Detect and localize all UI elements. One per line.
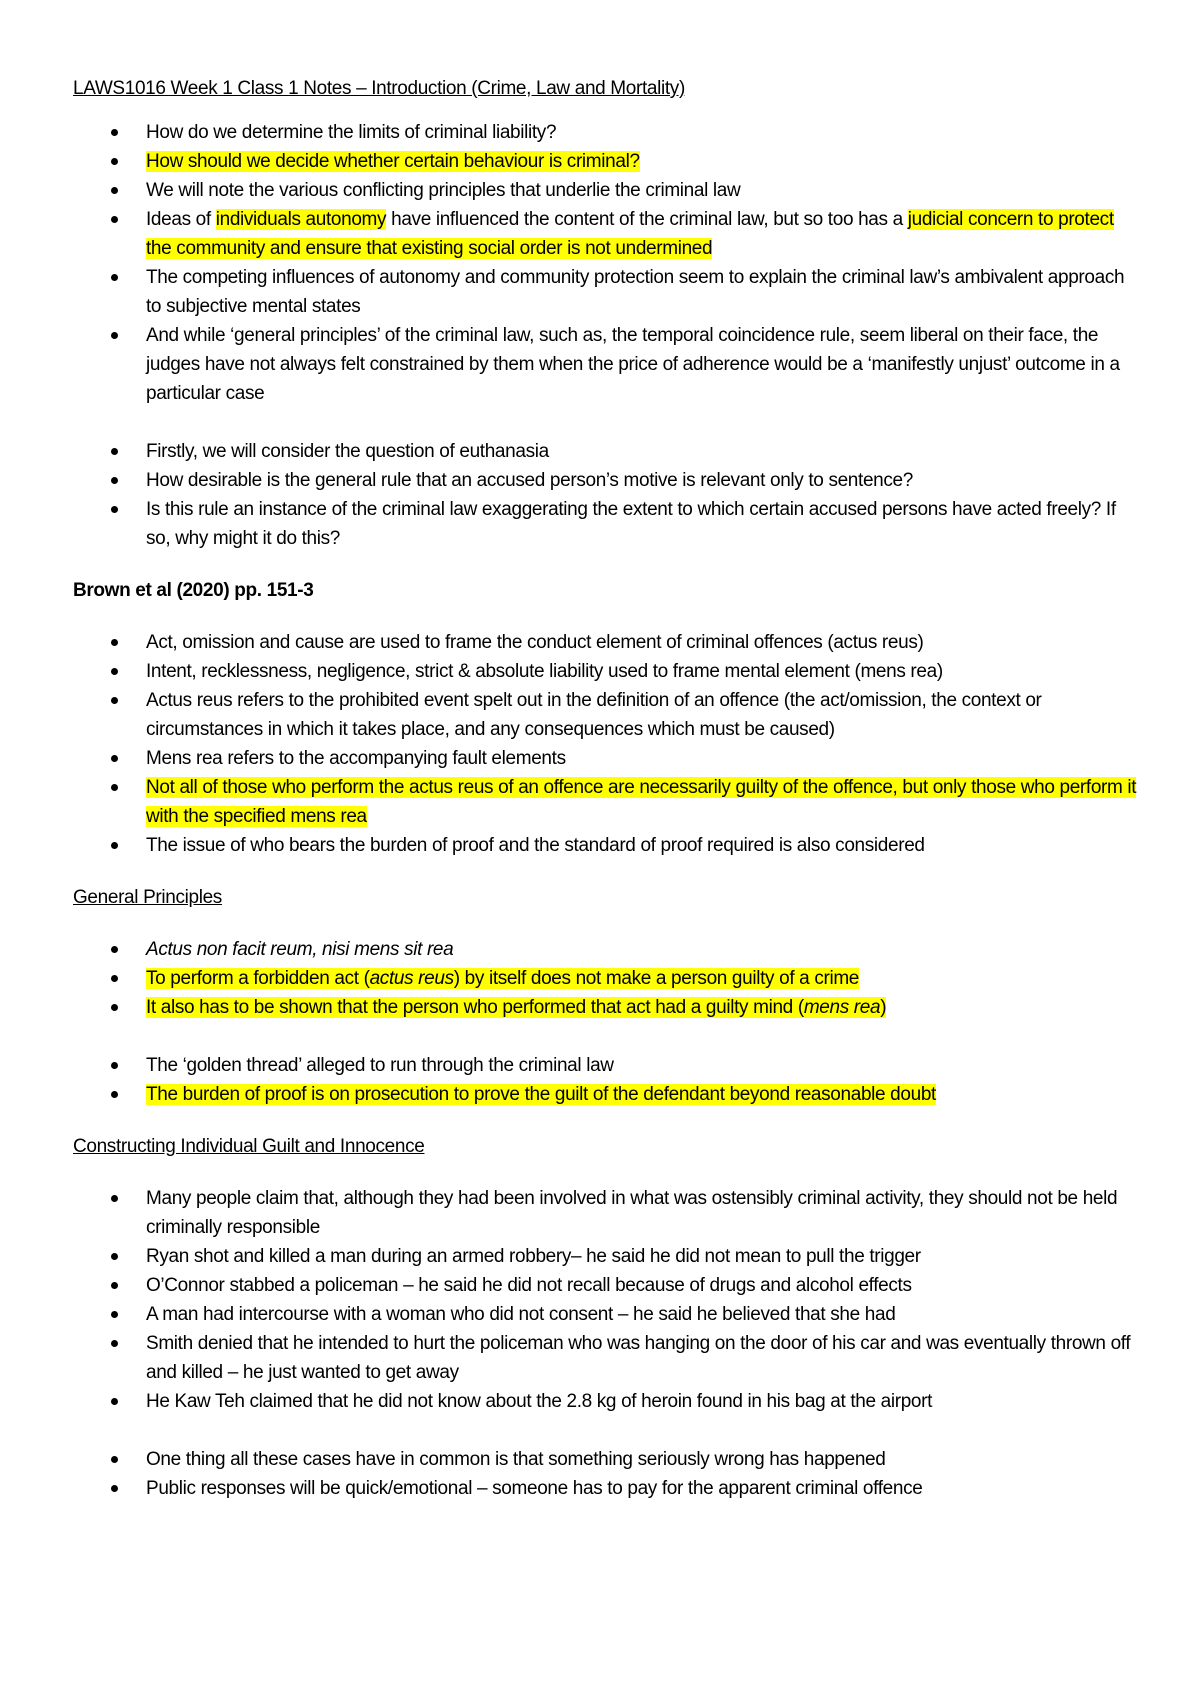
list-item	[73, 773, 1143, 831]
list-item: The issue of who bears the burden of proof and the standard of proof required is also considered	[73, 831, 1143, 860]
list-item	[73, 1080, 1143, 1109]
list-item: One thing all these cases have in common is that something seriously wrong has happened	[73, 1445, 1143, 1474]
highlighted-text: To perform a forbidden act (actus reus) by itself does not make a person guilty of a crime	[146, 968, 860, 989]
list-item: How do we determine the limits of criminal liability?	[73, 118, 1143, 147]
section-heading-general-principles: General Principles	[73, 887, 222, 908]
list-item: The competing influences of autonomy and community protection seem to explain the criminal law’s ambivalent approach to subjective mental states	[73, 263, 1143, 321]
document-page	[73, 74, 1143, 1503]
list-item: Ryan shot and killed a man during an armed robbery– he said he did not mean to pull the trigger	[73, 1242, 1143, 1271]
list-item: Smith denied that he intended to hurt the policeman who was hanging on the door of his car and was eventually thrown off and killed – he just wanted to get away	[73, 1329, 1143, 1387]
list-item: The ‘golden thread’ alleged to run through the criminal law	[73, 1051, 1143, 1080]
list-item: Intent, recklessness, negligence, strict & absolute liability used to frame mental element (mens rea)	[73, 657, 1143, 686]
highlighted-text: individuals autonomy	[215, 209, 387, 230]
list-item: And while ‘general principles’ of the criminal law, such as, the temporal coincidence rule, seem liberal on their face, the judges have not always felt constrained by them when the price of adherence would be a ‘manifestly unjust’ outcome in a particular case	[73, 321, 1143, 408]
list-item: Public responses will be quick/emotional – someone has to pay for the apparent criminal offence	[73, 1474, 1143, 1503]
list-item: How desirable is the general rule that an accused person’s motive is relevant only to sentence?	[73, 466, 1143, 495]
intro-list-1	[73, 118, 1143, 408]
list-item: Firstly, we will consider the question of euthanasia	[73, 437, 1143, 466]
highlighted-text: Not all of those who perform the actus reus of an offence are necessarily guilty of the offence, but only those who perform it with the specified mens rea	[146, 777, 1137, 827]
list-item: Mens rea refers to the accompanying fault elements	[73, 744, 1143, 773]
list-item	[73, 147, 1143, 176]
list-item: We will note the various conflicting principles that underlie the criminal law	[73, 176, 1143, 205]
general-list-2	[73, 1051, 1143, 1109]
highlighted-text: The burden of proof is on prosecution to prove the guilt of the defendant beyond reasonable doubt	[146, 1084, 936, 1105]
list-item: A man had intercourse with a woman who did not consent – he said he believed that she had	[73, 1300, 1143, 1329]
list-item: Actus non facit reum, nisi mens sit rea	[73, 935, 1143, 964]
list-item	[73, 993, 1143, 1022]
list-item: O’Connor stabbed a policeman – he said he did not recall because of drugs and alcohol effects	[73, 1271, 1143, 1300]
constructing-list-1	[73, 1184, 1143, 1416]
list-item: Ideas of individuals autonomy have influenced the content of the criminal law, but so too has a judicial concern to protect the community and ensure that existing social order is not undermined	[73, 205, 1143, 263]
highlighted-text: How should we decide whether certain behaviour is criminal?	[146, 151, 640, 172]
document-title: LAWS1016 Week 1 Class 1 Notes – Introduction (Crime, Law and Mortality)	[73, 78, 685, 99]
general-list-1	[73, 935, 1143, 1022]
section-heading-constructing: Constructing Individual Guilt and Innocence	[73, 1136, 425, 1157]
highlighted-text: judicial concern to protect the community and ensure that existing social order is not undermined	[146, 209, 1114, 259]
list-item	[73, 964, 1143, 993]
list-item: Many people claim that, although they had been involved in what was ostensibly criminal activity, they should not be held criminally responsible	[73, 1184, 1143, 1242]
highlighted-text: It also has to be shown that the person who performed that act had a guilty mind (mens rea)	[146, 997, 887, 1018]
list-item: Act, omission and cause are used to frame the conduct element of criminal offences (actus reus)	[73, 628, 1143, 657]
constructing-list-2	[73, 1445, 1143, 1503]
intro-list-2	[73, 437, 1143, 553]
section-heading-brown: Brown et al (2020) pp. 151-3	[73, 580, 314, 601]
list-item: He Kaw Teh claimed that he did not know about the 2.8 kg of heroin found in his bag at the airport	[73, 1387, 1143, 1416]
list-item: Actus reus refers to the prohibited event spelt out in the definition of an offence (the act/omission, the context or circumstances in which it takes place, and any consequences which must be caused)	[73, 686, 1143, 744]
brown-list	[73, 628, 1143, 860]
list-item: Is this rule an instance of the criminal law exaggerating the extent to which certain accused persons have acted freely? If so, why might it do this?	[73, 495, 1143, 553]
